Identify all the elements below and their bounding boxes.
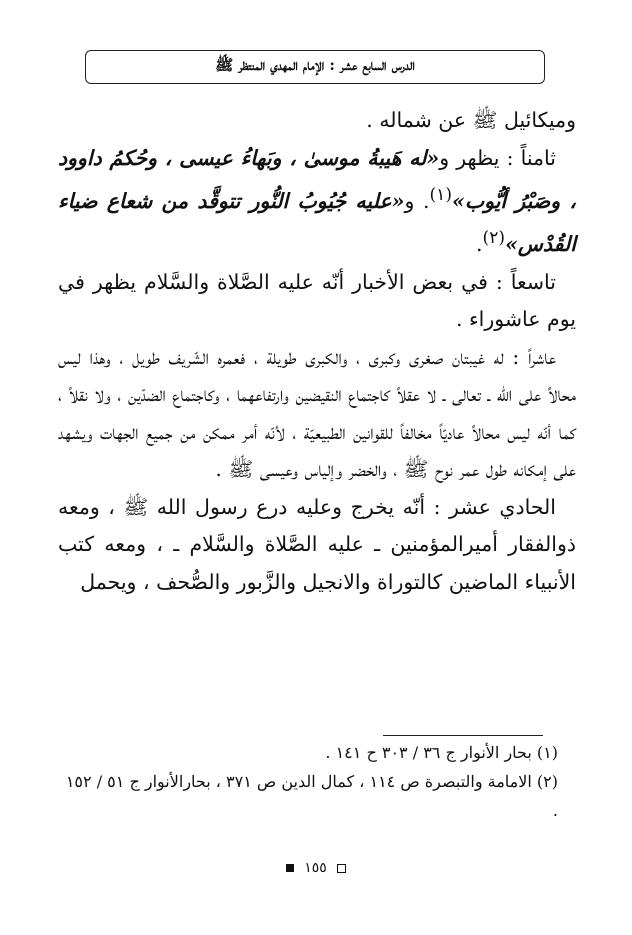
paragraph-3: تاسعاً : في بعض الأخبار أنّه عليه الصَّلاة والسَّلام يظهر في يوم عاشوراء .: [58, 269, 576, 332]
footnote-ref-2: (٢): [482, 228, 506, 249]
paragraph-2-prefix: ثامناً : يظهر و: [439, 145, 556, 170]
footnote-ref-1: (١): [429, 185, 452, 205]
footnotes: [58, 738, 558, 825]
paragraph-2: [58, 140, 576, 264]
quote-2: «عليه جُيُوبُ النُّور تتوقَّد من شعاع ضياء القُدْس»: [58, 188, 576, 257]
paragraph-4: عاشراً : له غيبتان صغرى وكبرى ، والكبرى طويلة ، فعمره الشّريف طويل ، وهذا ليس محالاً على الله ـ تعالى ـ لا عقلاً كاجتماع النقيضين وارتفاعهما ، وكاجتماع الضدّين ، ولا نقلاً ، كما أنّه ليس محالاً عاديّاً مخالفاً للقوانين الطبيعيّة ، لأنّه أمر ممكن من جميع الجهات ويشهد على إمكانه طول عمر نوح ﷺ ، والخضر وإلياس وعيسى ﷺ .: [58, 344, 576, 482]
paragraph-1: وميكائيل ﷺ عن شماله .: [366, 108, 576, 132]
paragraph-5: الحادي عشر : أنّه يخرج وعليه درع رسول الله ﷺ ، ومعه ذوالفقار أميرالمؤمنين ـ عليه الصَّلاة والسَّلام ـ ، ومعه كتب الأنبياء الماضين كالتوراة والانجيل والزَّبور والصُّحف ، ويحمل: [58, 494, 576, 594]
main-text: [58, 102, 576, 601]
page-number: ١٥٥: [304, 860, 327, 876]
footnote-2: (٢) الامامة والتبصرة ص ١١٤ ، كمال الدين ص ٣٧١ ، بحارالأنوار ج ٥١ / ١٥٢ .: [65, 772, 558, 820]
header-title: الدرس السابع عشر : الإمام المهدي المنتظر ﷺ: [215, 56, 415, 74]
filled-square-icon: [286, 864, 294, 872]
quote-1: «له هَيبةُ موسىٰ ، وبَهاءُ عيسى ، وحُكمُ داوود ، وصَبْرُ أيُّوب»: [58, 145, 576, 213]
paragraph-2-mid: . و: [404, 188, 430, 213]
page-number-row: [0, 860, 632, 876]
page-header: [85, 50, 545, 84]
footnote-divider: [383, 735, 543, 736]
empty-square-icon: [337, 864, 346, 873]
paragraph-2-end: .: [476, 232, 483, 257]
footnote-1: (١) بحار الأنوار ج ٣٦ / ٣٠٣ ح ١٤١ .: [325, 743, 558, 762]
